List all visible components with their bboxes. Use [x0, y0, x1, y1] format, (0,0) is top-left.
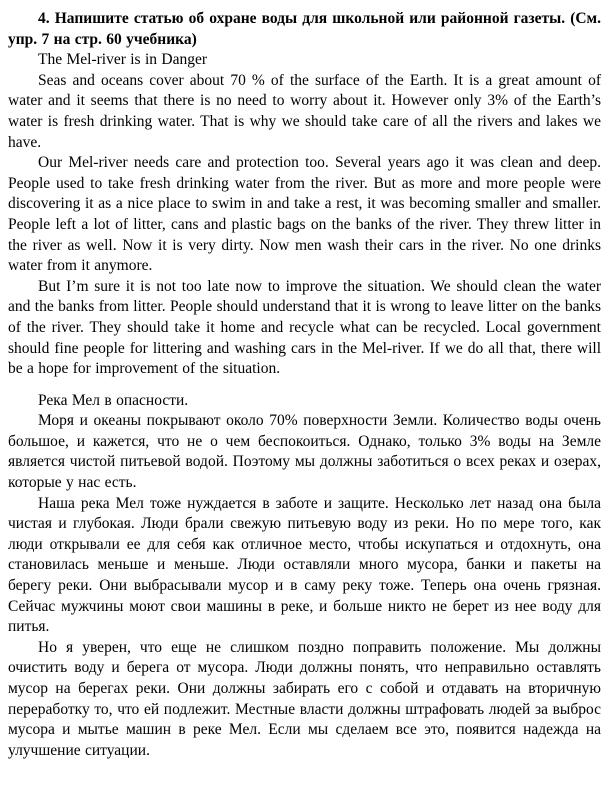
english-paragraph-3: But I’m sure it is not too late now to improve the situation. We should clean the water and the banks from litter. People should understand that it is wrong to leave litter on the banks of the river. They should take it home and recycle what can be recycled. Local government should fine people for littering and washing cars in the Mel-river. If we do all that, there will be a hope for improvement of the situation.: [8, 277, 601, 378]
english-section: [8, 50, 601, 380]
essay-title-russian: Река Мел в опасности.: [38, 391, 189, 409]
russian-paragraph-3: Но я уверен, что еще не слишком поздно поправить положение. Мы должны очистить воду и берега от мусора. Люди должны понять, что неправильно оставлять мусор на берегах реки. Они должны забирать его с собой и отдавать на вторичную переработку то, что ей подлежит. Местные власти должны штрафовать людей за выброс мусора и мытье машин в реке Мел. Если мы сделаем все это, появится надежда на улучшение ситуации.: [8, 638, 601, 759]
exercise-heading: 4. Напишите статью об охране воды для школьной или районной газеты. (См. упр. 7 на стр. 60 учебника): [8, 10, 601, 48]
english-paragraph-2: Our Mel-river needs care and protection too. Several years ago it was clean and deep. People used to take fresh drinking water from the river. But as more and more people were discovering it as a nice place to swim in and take a rest, it was becoming smaller and smaller. People left a lot of litter, cans and plastic bags on the banks of the river. They threw litter in the river as well. Now it is very dirty. Now men wash their cars in the river. No one drinks water from it anymore.: [8, 154, 601, 275]
essay-title-english: The Mel-river is in Danger: [38, 51, 207, 69]
russian-paragraph-1: Моря и океаны покрывают около 70% поверхности Земли. Количество воды очень большое, и кажется, что не о чем беспокоиться. Однако, только 3% воды на Земле является чистой питьевой водой. Поэтому мы должны заботиться о всех реках и озерах, которые у нас есть.: [8, 412, 601, 492]
russian-paragraph-2: Наша река Мел тоже нуждается в заботе и защите. Несколько лет назад она была чистая и глубокая. Люди брали свежую питьевую воду из реки. Но по мере того, как люди открывали ее для себя как отличное место, чтобы искупаться и отдохнуть, она становилась меньше и меньше. Люди оставляли много мусора, банки и пакеты на берегу реки. Они выбрасывали мусор и в саму реку тоже. Теперь она очень грязная. Сейчас мужчины моют свои машины в реке, и больше никто не берет из нее воду для питья.: [8, 494, 601, 636]
english-paragraph-1: Seas and oceans cover about 70 % of the surface of the Earth. It is a great amount of water and it seems that there is no need to worry about it. However only 3% of the Earth’s water is fresh drinking water. That is why we should take care of all the rivers and lakes we have.: [8, 71, 601, 151]
russian-section: [8, 391, 601, 762]
